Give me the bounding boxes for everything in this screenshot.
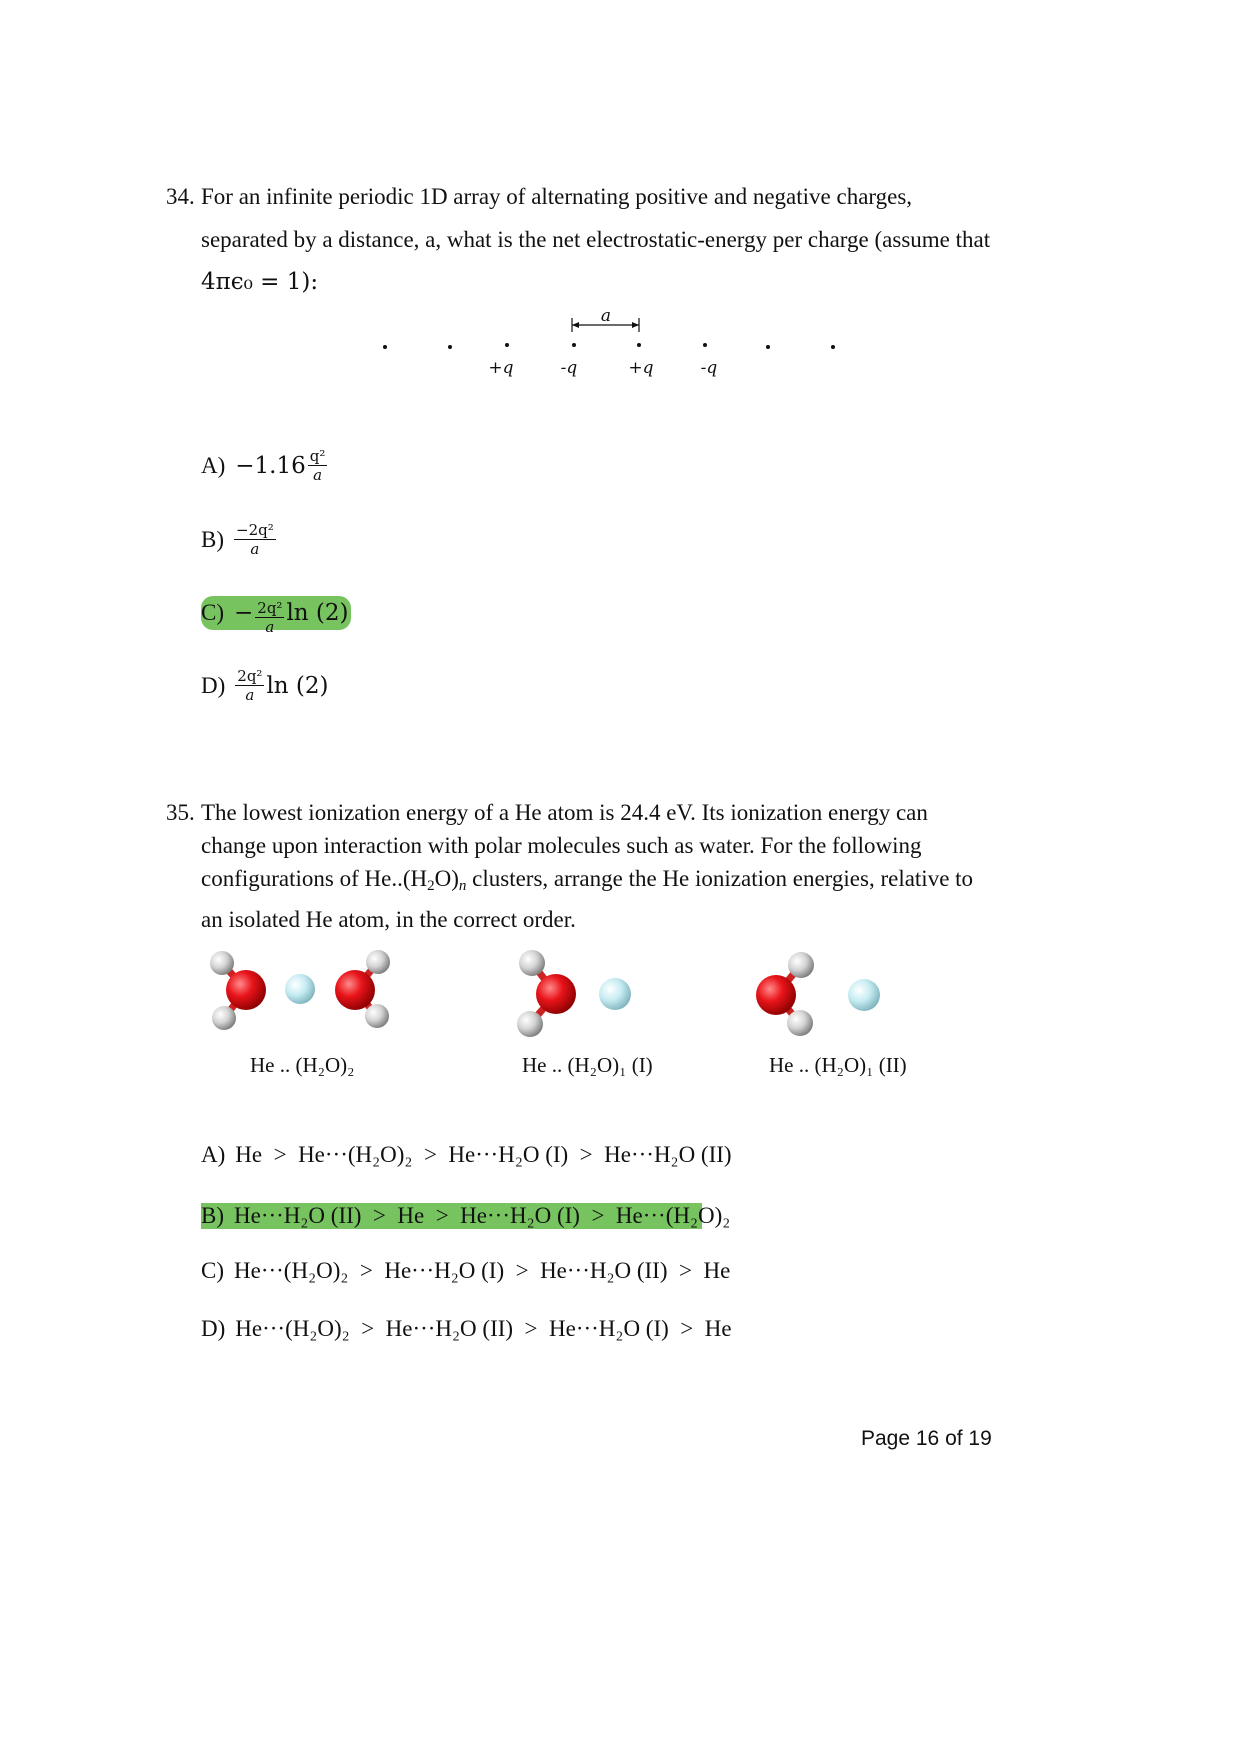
option-suffix: ln (2) xyxy=(286,600,349,626)
charge-label: -q xyxy=(700,358,718,378)
hydrogen-atom xyxy=(788,952,814,978)
option-label: A) xyxy=(201,1142,226,1167)
q35-option-d[interactable] xyxy=(201,1316,732,1342)
option-label: C) xyxy=(201,1258,224,1283)
q34-line2: separated by a distance, a, what is the net electrostatic-energy per charge (assume that xyxy=(201,227,991,252)
option-label: B) xyxy=(201,1203,224,1228)
oxygen-atom xyxy=(335,970,375,1010)
option-suffix: ln (2) xyxy=(266,673,329,699)
q35-option-b-correct[interactable] xyxy=(201,1203,731,1229)
helium-atom xyxy=(285,974,315,1004)
q34-line1: For an infinite periodic 1D array of alternating positive and negative charges, xyxy=(201,184,913,209)
text-run: clusters, arrange the He ionization energies, relative to xyxy=(466,866,974,891)
option-text: He > He···(H₂O)₂ > He···H₂O (I) > He···H₂O (II) xyxy=(235,1142,732,1167)
hydrogen-atom xyxy=(212,1006,236,1030)
hydrogen-atom xyxy=(210,951,234,975)
text-run: O) xyxy=(434,866,459,891)
option-text: He···H₂O (II) > He > He···H₂O (I) > He···(H₂O)₂ xyxy=(234,1203,731,1228)
charge-label: +q xyxy=(488,358,514,378)
numerator: q² xyxy=(309,447,326,465)
option-text: He···(H₂O)₂ > He···H₂O (II) > He···H₂O (I) > He xyxy=(235,1316,732,1341)
cluster-he-h2o-1-I xyxy=(517,950,631,1037)
hydrogen-atom xyxy=(787,1010,813,1036)
caption-he-h2o-2: He .. (H₂O)₂ xyxy=(250,1053,355,1077)
caption-he-h2o-1-I: He .. (H₂O)₁ (I) xyxy=(522,1053,653,1077)
cluster-he-h2o-2 xyxy=(210,950,390,1030)
q35-line2: change upon interaction with polar molecules such as water. For the following xyxy=(201,833,922,858)
q34-number: 34. xyxy=(166,184,195,209)
charge-label: -q xyxy=(560,358,578,378)
numerator: 2q² xyxy=(257,599,283,617)
q35-number: 35. xyxy=(166,800,195,825)
charge-label: +q xyxy=(628,358,654,378)
option-prefix: − xyxy=(234,600,254,626)
denominator: a xyxy=(313,466,323,484)
option-label: C) xyxy=(201,600,224,625)
hydrogen-atom xyxy=(517,1011,543,1037)
oxygen-atom xyxy=(226,970,266,1010)
hydrogen-atom xyxy=(365,1004,389,1028)
option-label: D) xyxy=(201,1316,226,1341)
text-run: configurations of He..(H xyxy=(201,866,428,891)
q34-line3: 4πϵ₀ = 1): xyxy=(201,269,319,295)
numerator: 2q² xyxy=(237,667,263,685)
hydrogen-atom xyxy=(519,950,545,976)
option-text: He···(H₂O)₂ > He···H₂O (I) > He···H₂O (II) > He xyxy=(234,1258,731,1283)
hydrogen-atom xyxy=(366,950,390,974)
helium-atom xyxy=(848,979,880,1011)
q35-line1: The lowest ionization energy of a He atom is 24.4 eV. Its ionization energy can xyxy=(201,800,928,825)
spacing-label: a xyxy=(600,306,612,326)
subscript-n: n xyxy=(458,878,467,894)
cluster-he-h2o-1-II xyxy=(756,952,880,1036)
helium-atom xyxy=(599,978,631,1010)
q35-line4: an isolated He atom, in the correct order. xyxy=(201,907,576,932)
denominator: a xyxy=(265,618,275,636)
q35-option-c[interactable] xyxy=(201,1258,730,1284)
option-label: B) xyxy=(201,527,224,552)
page-number: Page 16 of 19 xyxy=(861,1427,992,1450)
oxygen-atom xyxy=(756,975,796,1015)
denominator: a xyxy=(245,686,255,704)
option-label: A) xyxy=(201,453,226,478)
option-label: D) xyxy=(201,673,226,698)
option-prefix: −1.16 xyxy=(235,453,306,479)
q35-option-a[interactable] xyxy=(201,1142,732,1168)
denominator: a xyxy=(250,540,260,558)
oxygen-atom xyxy=(536,974,576,1014)
numerator: −2q² xyxy=(236,521,274,539)
caption-he-h2o-1-II: He .. (H₂O)₁ (II) xyxy=(769,1053,907,1077)
subscript: 2 xyxy=(427,878,435,894)
